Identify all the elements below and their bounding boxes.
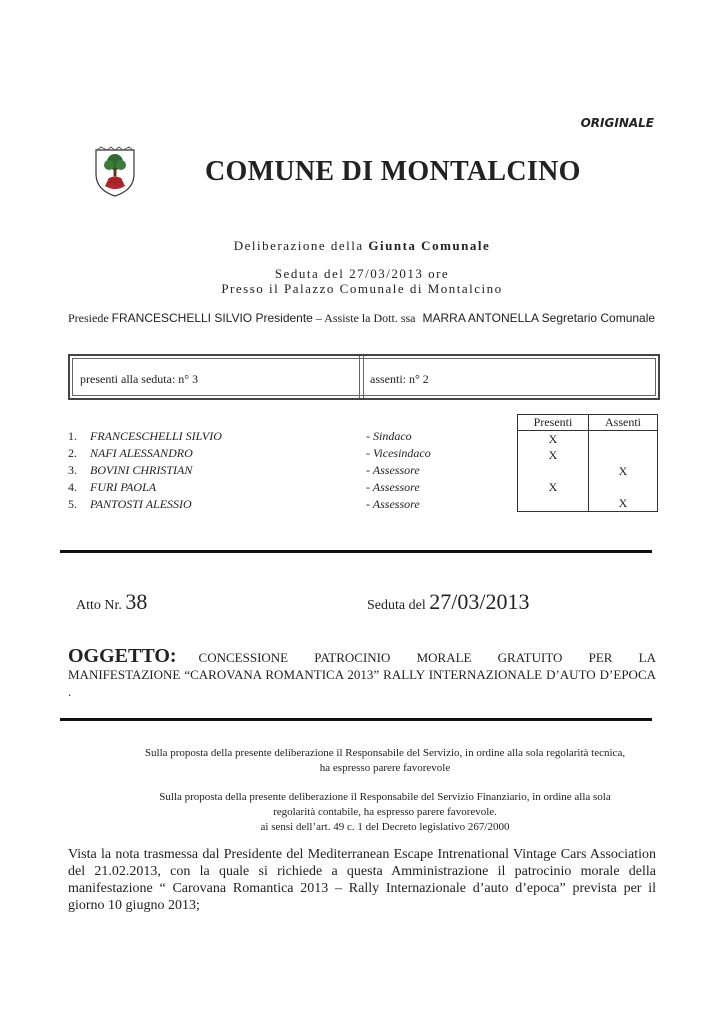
attendance-table [517,414,658,512]
atto-value: 38 [125,589,148,614]
table-row [518,495,658,512]
presiede-line [68,311,658,325]
divider [60,550,652,553]
page-title: COMUNE DI MONTALCINO [205,156,581,187]
member-role: - Sindaco [366,429,412,443]
presiede-name: FRANCESCHELLI SILVIO Presidente [111,311,313,325]
member-number: 5. [68,497,77,511]
segretario-name: MARRA ANTONELLA Segretario Comunale [422,311,656,325]
member-number: 3. [68,463,77,477]
seduta-line: Seduta del 27/03/2013 ore [274,266,450,281]
parere-tecnico-line: ha espresso parere favorevole [319,762,451,774]
assente-cell [589,447,658,463]
parere-contabile-line: regolarità contabile, ha espresso parere favorevole. [273,806,497,818]
member-number: 1. [68,429,77,443]
deliberazione-heading [0,238,724,254]
table-row [518,447,658,463]
member-name: BOVINI CHRISTIAN [90,463,193,477]
oggetto-section [68,645,656,700]
assenti-count: assenti: n° 2 [370,372,429,386]
deliberazione-body: Giunta Comunale [368,238,491,253]
presente-cell [518,463,589,479]
table-row [518,463,658,479]
member-role: - Assessore [366,497,420,511]
table-row [518,479,658,495]
member-name: FURI PAOLA [90,480,157,494]
member-number: 4. [68,480,77,494]
atto-label: Atto Nr. [76,598,126,613]
assente-cell [589,479,658,495]
assente-cell: X [589,463,658,479]
parere-contabile-line: ai sensi dell’art. 49 c. 1 del Decreto legislativo 267/2000 [260,821,510,833]
member-number: 2. [68,446,77,460]
divider [60,718,652,721]
presente-cell: X [518,431,589,448]
assenti-header: Assenti [589,415,658,431]
presiede-label: Presiede [68,311,112,325]
member-name: PANTOSTI ALESSIO [90,497,192,511]
seduta-date-value: 27/03/2013 [429,589,530,614]
atto-number [76,589,147,615]
presente-cell: X [518,447,589,463]
parere-contabile [100,790,670,835]
seduta-info [0,266,724,296]
body-paragraph: Vista la nota trasmessa dal Presidente del Mediterranean Escape Intrenational Vintage Cars Association del 21.02.2013, con la quale si richiede a questa Amministrazione il patrocinio morale della manifestazione “ Carovana Romantica 2013 – Rally Internazionale d’auto d’epoca” prevista per il giorno 10 giugno 2013; [68,847,656,913]
presenti-header: Presenti [518,415,589,431]
member-role: - Assessore [366,480,420,494]
parere-tecnico [100,746,670,776]
member-name: FRANCESCHELLI SILVIO [90,429,222,443]
member-role: - Assessore [366,463,420,477]
assente-cell [589,431,658,448]
member-name: NAFI ALESSANDRO [90,446,193,460]
presenti-count: presenti alla seduta: n° 3 [80,372,199,386]
assiste-label: – Assiste la Dott. ssa [312,311,419,325]
seduta-date-label: Seduta del [367,598,430,613]
presenze-box [68,354,660,400]
assente-cell: X [589,495,658,512]
presso-line: Presso il Palazzo Comunale di Montalcino [221,281,503,296]
oggetto-text: CONCESSIONE PATROCINIO MORALE GRATUITO PER LA MANIFESTAZIONE “CAROVANA ROMANTICA 2013” RALLY INTERNAZIONALE D’AUTO D’EPOCA . [68,650,656,699]
member-role: - Vicesindaco [366,446,431,460]
original-label: ORIGINALE [580,116,654,130]
table-row [518,431,658,448]
parere-contabile-line: Sulla proposta della presente deliberazione il Responsabile del Servizio Finanziario, in ordine alla sola [159,791,611,803]
parere-tecnico-line: Sulla proposta della presente deliberazione il Responsabile del Servizio, in ordine alla sola regolarità tecnica, [144,747,626,759]
presente-cell: X [518,479,589,495]
presente-cell [518,495,589,512]
coat-of-arms-icon [93,146,137,198]
oggetto-label: OGGETTO: [68,645,177,667]
seduta-date [367,589,529,615]
deliberazione-prefix: Deliberazione della [233,238,369,253]
